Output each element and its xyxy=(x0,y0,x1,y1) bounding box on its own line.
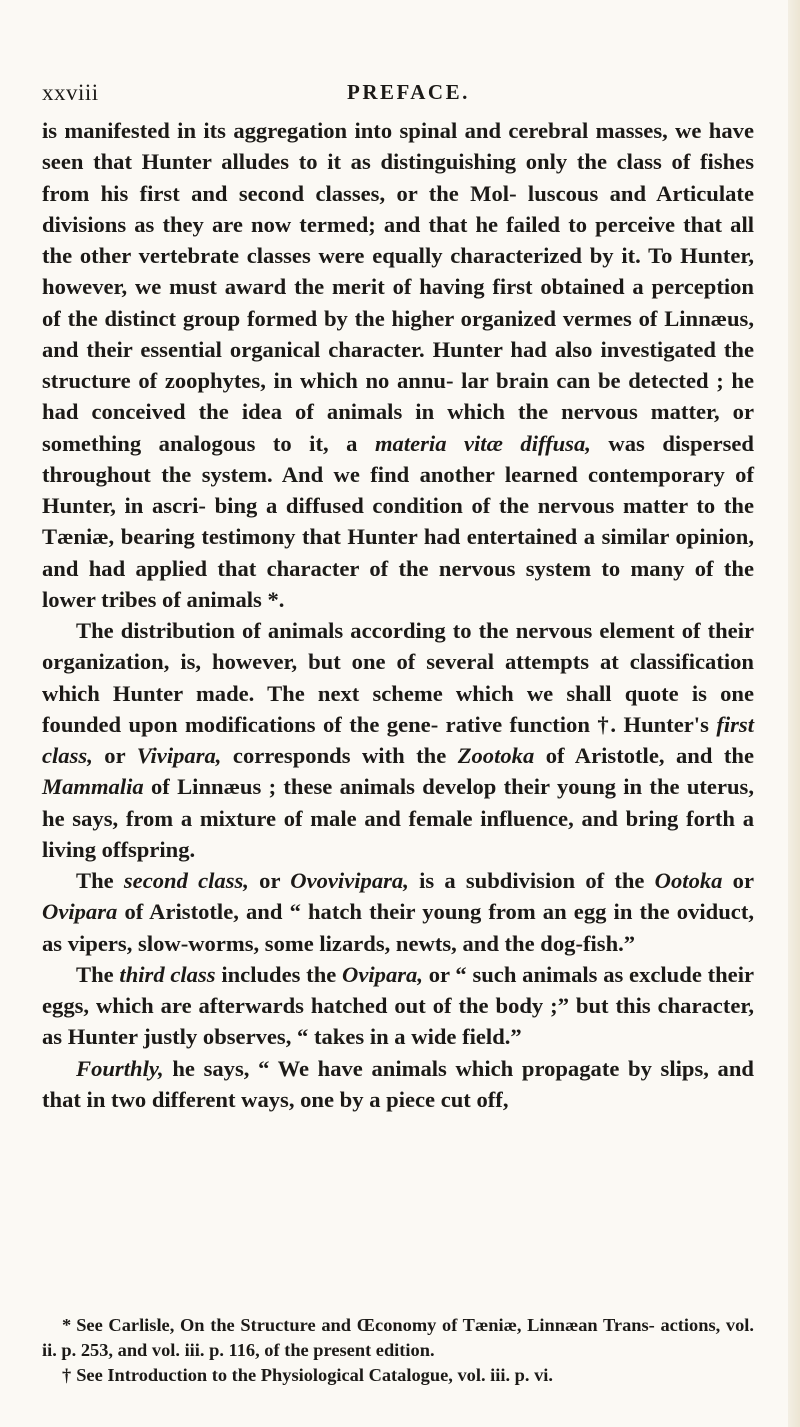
paragraph-1: is manifested in its aggregation into spinal and cerebral masses, we have seen that Hunter alludes to it as distinguishing only the class of fishes from his first and second classes, or the Mol- luscous and Articulate divisions as they are now termed; and that he failed to perceive that all the other vertebrate classes were equally characterized by it. To Hunter, however, we must award the merit of having first obtained a perception of the distinct group formed by the higher organized vermes of Linnæus, and their essential organical character. Hunter had also investigated the structure of zoophytes, in which no annu- lar brain can be detected ; he had conceived the idea of animals in which the nervous matter, or something analogous to it, a materia vitæ diffusa, was dispersed throughout the system. And we find another learned contemporary of Hunter, in ascri- bing a diffused condition of the nervous matter to the Tæniæ, bearing testimony that Hunter had entertained a similar opinion, and had applied that character of the nervous system to many of the lower tribes of animals *. xyxy=(42,118,754,612)
running-head: PREFACE. xyxy=(347,80,470,104)
page-header xyxy=(42,80,754,110)
page-edge xyxy=(788,0,800,1427)
footnote-mark: * xyxy=(62,1315,72,1335)
body-text xyxy=(42,115,754,1115)
footnote-mark: † xyxy=(62,1365,72,1385)
paragraph-2: The distribution of animals according to the nervous element of their organization, is, however, but one of several attempts at classification which Hunter made. The next scheme which we shall quote is one founded upon modifications of the gene- rative function †. Hunter's first class, or Vivipara, corresponds with the Zootoka of Aristotle, and the Mammalia of Linnæus ; these animals develop their young in the uterus, he says, from a mixture of male and female influence, and bring forth a living offspring. xyxy=(42,618,754,862)
page-number: xxviii xyxy=(42,80,99,105)
footnote-2: † See Introduction to the Physiological Catalogue, vol. iii. p. vi. xyxy=(62,1365,554,1385)
footnotes xyxy=(42,1313,754,1388)
paragraph-5: Fourthly, he says, “ We have animals which propagate by slips, and that in two different ways, one by a piece cut off, xyxy=(42,1055,754,1112)
paragraph-4: The third class includes the Ovipara, or “ such animals as exclude their eggs, which are afterwards hatched out of the body ;” but this character, as Hunter justly observes, “ takes in a wide field.” xyxy=(42,961,755,1050)
paragraph-3: The second class, or Ovovivipara, is a subdivision of the Ootoka or Ovipara of Aristotle, and “ hatch their young from an egg in the oviduct, as vipers, slow-worms, some lizards, newts, and the dog-fish.” xyxy=(42,868,754,956)
footnote-1: * See Carlisle, On the Structure and Œconomy of Tæniæ, Linnæan Trans- actions, vol. ii. p. 253, and vol. iii. p. 116, of the present edition. xyxy=(42,1315,754,1360)
